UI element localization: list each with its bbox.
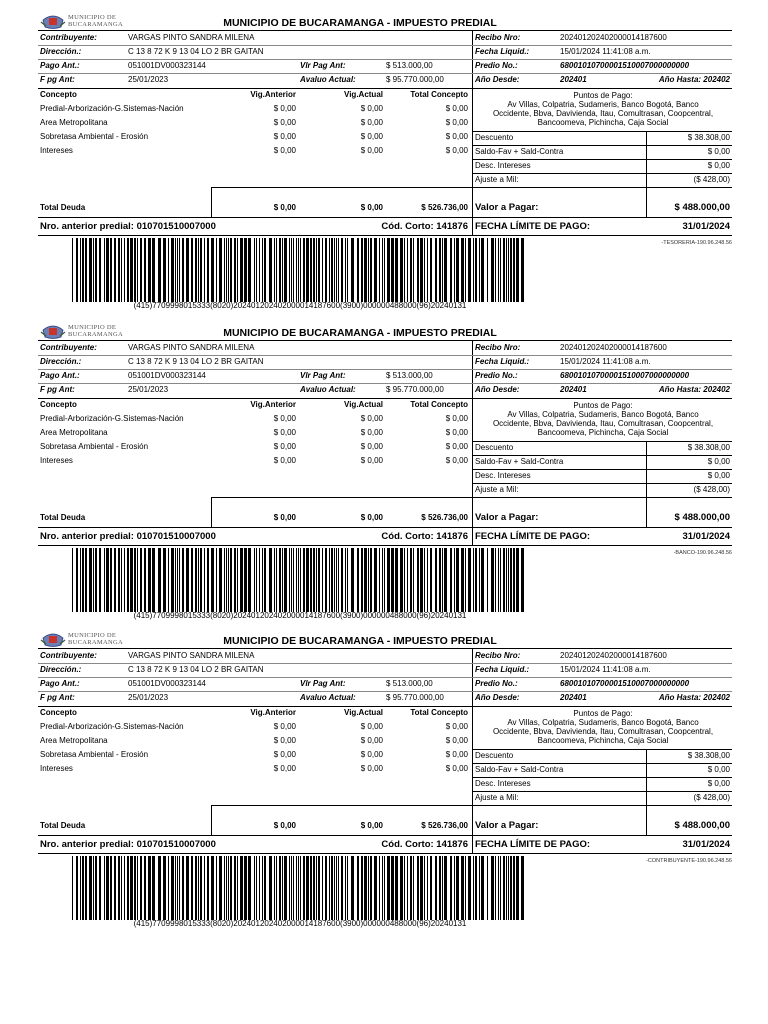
- fecha-limite-value: 31/01/2024: [682, 221, 730, 232]
- predio-label: Predio No.:: [475, 61, 518, 70]
- concept-cell-concepto: Area Metropolitana: [40, 428, 108, 437]
- summary-value: $ 38.308,00: [687, 133, 730, 142]
- concept-cell-vig-actual: $ 0,00: [360, 118, 383, 127]
- concept-cell-concepto: Predial-Arborización-G.Sistemas-Nación: [40, 414, 184, 423]
- recibo-label: Recibo Nro:: [475, 343, 521, 352]
- concept-cell-vig-anterior: $ 0,00: [273, 146, 296, 155]
- summary-label: Descuento: [475, 751, 514, 760]
- predio-label: Predio No.:: [475, 679, 518, 688]
- concept-cell-vig-actual: $ 0,00: [360, 722, 383, 731]
- fpg-ant-value: 25/01/2023: [128, 75, 169, 84]
- puntos-pago-line: Bancoomeva, Pichincha, Caja Social: [537, 118, 669, 127]
- col-total-header: Total Concepto: [410, 90, 468, 99]
- pago-ant-value: 051001DV000323144: [128, 679, 206, 688]
- document-title: MUNICIPIO DE BUCARAMANGA - IMPUESTO PREDIAL: [223, 635, 497, 647]
- concept-cell-vig-actual: $ 0,00: [360, 132, 383, 141]
- concept-cell-vig-actual: $ 0,00: [360, 428, 383, 437]
- receipt-grid: [38, 340, 732, 546]
- concept-cell-concepto: Area Metropolitana: [40, 736, 108, 745]
- direccion-label: Dirección.:: [40, 665, 82, 674]
- total-vig-actual: $ 0,00: [360, 203, 383, 212]
- copy-stamp: -BANCO-190.96.248.56: [673, 550, 732, 556]
- summary-value: $ 0,00: [707, 471, 730, 480]
- anio-desde-label: Año Desde:: [475, 693, 520, 702]
- concept-cell-vig-actual: $ 0,00: [360, 736, 383, 745]
- fecha-liquid-label: Fecha Liquid.:: [475, 665, 530, 674]
- contribuyente-value: VARGAS PINTO SANDRA MILENA: [128, 343, 255, 352]
- puntos-pago-line: Av Villas, Colpatria, Sudameris, Banco Bogotá, Banco: [507, 410, 699, 419]
- puntos-pago-line: Occidente, Bbva, Davivienda, Itau, Comultrasan, Coopcentral,: [492, 727, 714, 736]
- nro-anterior-predial: Nro. anterior predial: 010701510007000: [40, 221, 216, 232]
- avaluo-label: Avaluo Actual:: [300, 385, 356, 394]
- concept-cell-total: $ 0,00: [445, 750, 468, 759]
- concept-cell-vig-anterior: $ 0,00: [273, 104, 296, 113]
- col-total-header: Total Concepto: [410, 400, 468, 409]
- puntos-pago-line: Av Villas, Colpatria, Sudameris, Banco Bogotá, Banco: [507, 718, 699, 727]
- concept-cell-total: $ 0,00: [445, 442, 468, 451]
- summary-value: ($ 428,00): [693, 793, 730, 802]
- summary-label: Saldo-Fav + Sald-Contra: [475, 147, 564, 156]
- cod-corto: Cód. Corto: 141876: [381, 839, 468, 850]
- concept-cell-vig-actual: $ 0,00: [360, 442, 383, 451]
- col-vig-anterior-header: Vig.Anterior: [250, 708, 296, 717]
- concept-cell-vig-anterior: $ 0,00: [273, 132, 296, 141]
- summary-value: ($ 428,00): [693, 485, 730, 494]
- recibo-value: 20240120240200001418760​0: [560, 651, 667, 660]
- col-total-header: Total Concepto: [410, 708, 468, 717]
- direccion-value: C 13 8 72 K 9 13 04 LO 2 BR GAITAN: [128, 357, 264, 366]
- fecha-limite-value: 31/01/2024: [682, 839, 730, 850]
- puntos-pago-line: Av Villas, Colpatria, Sudameris, Banco Bogotá, Banco: [507, 100, 699, 109]
- summary-label: Descuento: [475, 443, 514, 452]
- avaluo-label: Avaluo Actual:: [300, 693, 356, 702]
- crest-icon: [40, 632, 66, 647]
- total-vig-actual: $ 0,00: [360, 513, 383, 522]
- total-concepto-value: $ 526.736,00: [421, 203, 468, 212]
- fecha-liquid-value: 15/01/2024 11:41:08 a.m.: [560, 665, 651, 674]
- concept-cell-total: $ 0,00: [445, 764, 468, 773]
- pago-ant-value: 051001DV000323144: [128, 371, 206, 380]
- puntos-pago-title: Puntos de Pago:: [573, 91, 633, 100]
- summary-label: Ajuste a Mil:: [475, 793, 519, 802]
- cod-corto: Cód. Corto: 141876: [381, 531, 468, 542]
- avaluo-label: Avaluo Actual:: [300, 75, 356, 84]
- valor-pagar-label: Valor a Pagar:: [475, 202, 539, 213]
- summary-label: Saldo-Fav + Sald-Contra: [475, 457, 564, 466]
- concept-cell-total: $ 0,00: [445, 722, 468, 731]
- summary-value: $ 0,00: [707, 161, 730, 170]
- summary-value: $ 0,00: [707, 147, 730, 156]
- contribuyente-label: Contribuyente:: [40, 343, 97, 352]
- concept-cell-total: $ 0,00: [445, 428, 468, 437]
- puntos-pago-line: Occidente, Bbva, Davivienda, Itau, Comultrasan, Coopcentral,: [492, 419, 714, 428]
- anio-hasta-value: Año Hasta: 202402: [658, 693, 730, 702]
- fecha-liquid-value: 15/01/2024 11:41:08 a.m.: [560, 357, 651, 366]
- avaluo-value: $ 95.770.000,00: [386, 75, 444, 84]
- receipt-copy: [38, 14, 732, 314]
- summary-label: Desc. Intereses: [475, 161, 531, 170]
- pago-ant-value: 051001DV000323144: [128, 61, 206, 70]
- summary-label: Saldo-Fav + Sald-Contra: [475, 765, 564, 774]
- recibo-label: Recibo Nro:: [475, 33, 521, 42]
- concept-cell-vig-anterior: $ 0,00: [273, 456, 296, 465]
- contribuyente-value: VARGAS PINTO SANDRA MILENA: [128, 651, 255, 660]
- concept-cell-vig-anterior: $ 0,00: [273, 442, 296, 451]
- barcode-text: (415)7709998015333(8020)20240120240200001418760​0(3900)000000488000(96)20240131: [133, 919, 467, 928]
- concept-cell-vig-anterior: $ 0,00: [273, 118, 296, 127]
- anio-desde-label: Año Desde:: [475, 385, 520, 394]
- predio-value: 680010107000015100070000000​00: [560, 371, 690, 380]
- payment-barcode: [70, 548, 530, 612]
- fecha-limite-label: FECHA LÍMITE DE PAGO:: [475, 839, 591, 850]
- direccion-value: C 13 8 72 K 9 13 04 LO 2 BR GAITAN: [128, 665, 264, 674]
- vlr-pag-ant-label: Vlr Pag Ant:: [300, 61, 346, 70]
- receipt-copy: [38, 324, 732, 624]
- valor-pagar-value: $ 488.000,00: [674, 202, 730, 213]
- valor-pagar-label: Valor a Pagar:: [475, 512, 539, 523]
- municipio-logo: MUNICIPIO DE BUCARAMANGA: [38, 324, 128, 340]
- puntos-pago-title: Puntos de Pago:: [573, 401, 633, 410]
- municipio-logo: MUNICIPIO DE BUCARAMANGA: [38, 14, 128, 30]
- anio-hasta-value: Año Hasta: 202402: [658, 385, 730, 394]
- avaluo-value: $ 95.770.000,00: [386, 385, 444, 394]
- summary-value: $ 38.308,00: [687, 443, 730, 452]
- barcode-text: (415)7709998015333(8020)20240120240200001418760​0(3900)000000488000(96)20240131: [133, 611, 467, 620]
- summary-value: $ 38.308,00: [687, 751, 730, 760]
- concept-cell-total: $ 0,00: [445, 456, 468, 465]
- total-vig-actual: $ 0,00: [360, 821, 383, 830]
- predio-value: 680010107000015100070000000​00: [560, 61, 690, 70]
- vlr-pag-ant-label: Vlr Pag Ant:: [300, 679, 346, 688]
- payment-barcode: [70, 238, 530, 302]
- concept-cell-vig-anterior: $ 0,00: [273, 736, 296, 745]
- fpg-ant-label: F pg Ant:: [40, 693, 75, 702]
- total-vig-anterior: $ 0,00: [273, 513, 296, 522]
- direccion-label: Dirección.:: [40, 357, 82, 366]
- contribuyente-label: Contribuyente:: [40, 33, 97, 42]
- puntos-pago-line: Occidente, Bbva, Davivienda, Itau, Comultrasan, Coopcentral,: [492, 109, 714, 118]
- valor-pagar-value: $ 488.000,00: [674, 820, 730, 831]
- recibo-label: Recibo Nro:: [475, 651, 521, 660]
- fecha-limite-label: FECHA LÍMITE DE PAGO:: [475, 531, 591, 542]
- concept-cell-vig-anterior: $ 0,00: [273, 428, 296, 437]
- pago-ant-label: Pago Ant.:: [40, 679, 80, 688]
- municipio-logo: MUNICIPIO DE BUCARAMANGA: [38, 632, 128, 648]
- col-vig-actual-header: Vig.Actual: [344, 708, 383, 717]
- anio-desde-value: 202401: [560, 385, 587, 394]
- nro-anterior-predial: Nro. anterior predial: 010701510007000: [40, 531, 216, 542]
- summary-value: ($ 428,00): [693, 175, 730, 184]
- concept-cell-vig-anterior: $ 0,00: [273, 414, 296, 423]
- concept-cell-concepto: Intereses: [40, 146, 73, 155]
- concept-cell-vig-anterior: $ 0,00: [273, 722, 296, 731]
- concept-cell-total: $ 0,00: [445, 118, 468, 127]
- fecha-limite-value: 31/01/2024: [682, 531, 730, 542]
- document-title: MUNICIPIO DE BUCARAMANGA - IMPUESTO PREDIAL: [223, 327, 497, 339]
- fpg-ant-value: 25/01/2023: [128, 693, 169, 702]
- concept-cell-vig-actual: $ 0,00: [360, 104, 383, 113]
- contribuyente-value: VARGAS PINTO SANDRA MILENA: [128, 33, 255, 42]
- puntos-pago-title: Puntos de Pago:: [573, 709, 633, 718]
- concept-cell-concepto: Intereses: [40, 764, 73, 773]
- anio-desde-label: Año Desde:: [475, 75, 520, 84]
- concept-cell-concepto: Predial-Arborización-G.Sistemas-Nación: [40, 104, 184, 113]
- concept-cell-concepto: Sobretasa Ambiental - Erosión: [40, 442, 149, 451]
- total-deuda-label: Total Deuda: [40, 821, 86, 830]
- valor-pagar-value: $ 488.000,00: [674, 512, 730, 523]
- total-deuda-label: Total Deuda: [40, 203, 86, 212]
- col-vig-actual-header: Vig.Actual: [344, 90, 383, 99]
- col-vig-anterior-header: Vig.Anterior: [250, 400, 296, 409]
- receipt-copy: [38, 632, 732, 932]
- puntos-pago-line: Bancoomeva, Pichincha, Caja Social: [537, 736, 669, 745]
- payment-barcode: [70, 856, 530, 920]
- fecha-limite-label: FECHA LÍMITE DE PAGO:: [475, 221, 591, 232]
- receipt-grid: [38, 648, 732, 854]
- vlr-pag-ant-value: $ 513.000,00: [386, 371, 433, 380]
- concept-cell-concepto: Intereses: [40, 456, 73, 465]
- summary-label: Desc. Intereses: [475, 471, 531, 480]
- predio-value: 680010107000015100070000000​00: [560, 679, 690, 688]
- copy-stamp: -CONTRIBUYENTE-190.96.248.56: [646, 858, 732, 864]
- total-vig-anterior: $ 0,00: [273, 203, 296, 212]
- summary-value: $ 0,00: [707, 779, 730, 788]
- concept-cell-total: $ 0,00: [445, 414, 468, 423]
- valor-pagar-label: Valor a Pagar:: [475, 820, 539, 831]
- pago-ant-label: Pago Ant.:: [40, 61, 80, 70]
- anio-hasta-value: Año Hasta: 202402: [658, 75, 730, 84]
- direccion-value: C 13 8 72 K 9 13 04 LO 2 BR GAITAN: [128, 47, 264, 56]
- puntos-pago-line: Bancoomeva, Pichincha, Caja Social: [537, 428, 669, 437]
- fpg-ant-label: F pg Ant:: [40, 385, 75, 394]
- contribuyente-label: Contribuyente:: [40, 651, 97, 660]
- concept-cell-total: $ 0,00: [445, 104, 468, 113]
- fpg-ant-value: 25/01/2023: [128, 385, 169, 394]
- col-concepto-header: Concepto: [40, 400, 77, 409]
- fpg-ant-label: F pg Ant:: [40, 75, 75, 84]
- col-concepto-header: Concepto: [40, 90, 77, 99]
- total-concepto-value: $ 526.736,00: [421, 821, 468, 830]
- receipt-grid: [38, 30, 732, 236]
- direccion-label: Dirección.:: [40, 47, 82, 56]
- total-concepto-value: $ 526.736,00: [421, 513, 468, 522]
- avaluo-value: $ 95.770.000,00: [386, 693, 444, 702]
- col-concepto-header: Concepto: [40, 708, 77, 717]
- document-title: MUNICIPIO DE BUCARAMANGA - IMPUESTO PREDIAL: [223, 17, 497, 29]
- vlr-pag-ant-value: $ 513.000,00: [386, 679, 433, 688]
- concept-cell-vig-anterior: $ 0,00: [273, 750, 296, 759]
- anio-desde-value: 202401: [560, 693, 587, 702]
- concept-cell-vig-actual: $ 0,00: [360, 764, 383, 773]
- recibo-value: 20240120240200001418760​0: [560, 343, 667, 352]
- concept-cell-concepto: Sobretasa Ambiental - Erosión: [40, 132, 149, 141]
- concept-cell-vig-actual: $ 0,00: [360, 750, 383, 759]
- predio-label: Predio No.:: [475, 371, 518, 380]
- crest-icon: [40, 14, 66, 29]
- concept-cell-vig-actual: $ 0,00: [360, 456, 383, 465]
- fecha-liquid-value: 15/01/2024 11:41:08 a.m.: [560, 47, 651, 56]
- pago-ant-label: Pago Ant.:: [40, 371, 80, 380]
- recibo-value: 20240120240200001418760​0: [560, 33, 667, 42]
- summary-label: Descuento: [475, 133, 514, 142]
- total-deuda-label: Total Deuda: [40, 513, 86, 522]
- concept-cell-total: $ 0,00: [445, 146, 468, 155]
- vlr-pag-ant-value: $ 513.000,00: [386, 61, 433, 70]
- total-vig-anterior: $ 0,00: [273, 821, 296, 830]
- summary-value: $ 0,00: [707, 457, 730, 466]
- summary-label: Desc. Intereses: [475, 779, 531, 788]
- fecha-liquid-label: Fecha Liquid.:: [475, 357, 530, 366]
- concept-cell-total: $ 0,00: [445, 736, 468, 745]
- vlr-pag-ant-label: Vlr Pag Ant:: [300, 371, 346, 380]
- copy-stamp: -TESORERIA-190.96.248.56: [661, 240, 732, 246]
- crest-icon: [40, 324, 66, 339]
- cod-corto: Cód. Corto: 141876: [381, 221, 468, 232]
- concept-cell-concepto: Sobretasa Ambiental - Erosión: [40, 750, 149, 759]
- barcode-text: (415)7709998015333(8020)20240120240200001418760​0(3900)000000488000(96)20240131: [133, 301, 467, 310]
- concept-cell-total: $ 0,00: [445, 132, 468, 141]
- concept-cell-vig-actual: $ 0,00: [360, 146, 383, 155]
- summary-value: $ 0,00: [707, 765, 730, 774]
- fecha-liquid-label: Fecha Liquid.:: [475, 47, 530, 56]
- col-vig-actual-header: Vig.Actual: [344, 400, 383, 409]
- concept-cell-concepto: Area Metropolitana: [40, 118, 108, 127]
- col-vig-anterior-header: Vig.Anterior: [250, 90, 296, 99]
- summary-label: Ajuste a Mil:: [475, 175, 519, 184]
- anio-desde-value: 202401: [560, 75, 587, 84]
- nro-anterior-predial: Nro. anterior predial: 010701510007000: [40, 839, 216, 850]
- summary-label: Ajuste a Mil:: [475, 485, 519, 494]
- concept-cell-vig-actual: $ 0,00: [360, 414, 383, 423]
- concept-cell-concepto: Predial-Arborización-G.Sistemas-Nación: [40, 722, 184, 731]
- concept-cell-vig-anterior: $ 0,00: [273, 764, 296, 773]
